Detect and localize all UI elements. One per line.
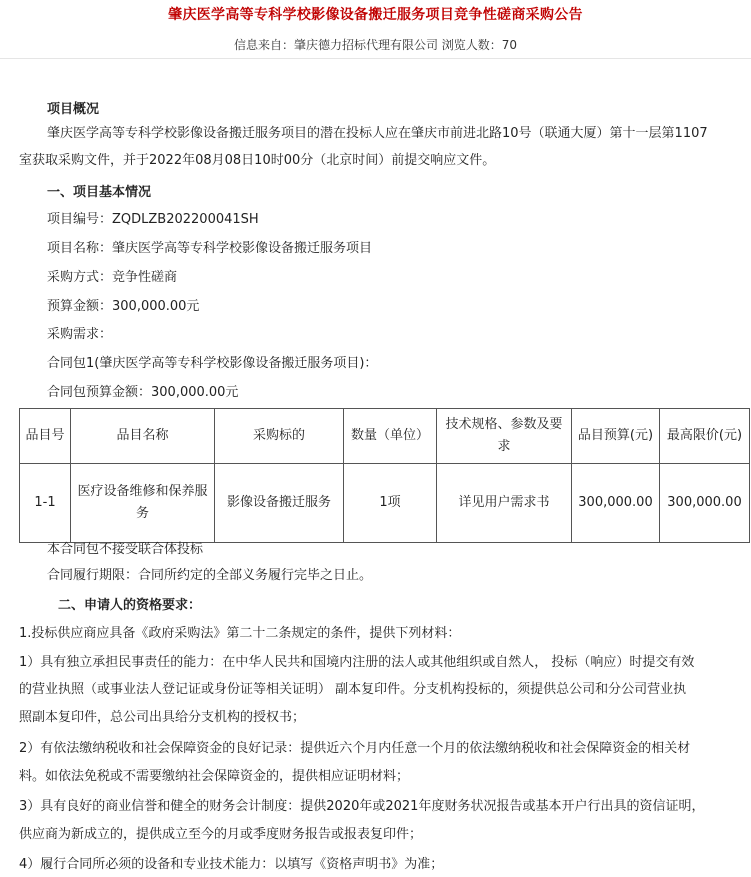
table-header-cell: 品目名称 [71, 409, 215, 464]
project-number: 项目编号：ZQDLZB202200041SH [47, 212, 259, 227]
table-header-row [20, 409, 750, 464]
table-header-cell: 品目号 [20, 409, 71, 464]
qualification-line: 4）履行合同所必须的设备和专业技术能力：以填写《资格声明书》为准； [19, 857, 444, 872]
qualification-line: 1）具有独立承担民事责任的能力：在中华人民共和国境内注册的法人或其他组织或自然人， 投标（响应）时提交有效 [19, 655, 695, 670]
procurement-demand: 采购需求： [47, 327, 113, 342]
overview-text-line: 肇庆医学高等专科学校影像设备搬迁服务项目的潜在投标人应在肇庆市前进北路10号（联通大厦）第十一层第1107 [47, 126, 708, 141]
table-cell: 详见用户需求书 [437, 464, 572, 543]
qualification-line: 供应商为新成立的，提供成立至今的月或季度财务报告或报表复印件； [19, 827, 423, 842]
contract-package: 合同包1(肇庆医学高等专科学校影像设备搬迁服务项目)： [47, 356, 378, 371]
table-header-cell: 技术规格、参数及要求 [437, 409, 572, 464]
table-header-cell: 最高限价(元) [660, 409, 750, 464]
contract-period: 合同履行期限：合同所约定的全部义务履行完毕之日止。 [47, 568, 373, 583]
qualification-line: 3）具有良好的商业信誉和健全的财务会计制度：提供2020年或2021年度财务状况报告或基本开户行出具的资信证明， [19, 799, 705, 814]
table-header-cell: 数量（单位） [344, 409, 437, 464]
items-table [19, 408, 750, 543]
header-divider [0, 58, 751, 59]
overview-heading: 项目概况 [47, 102, 100, 117]
overview-text-line: 室获取采购文件，并于2022年08月08日10时00分（北京时间）前提交响应文件。 [19, 153, 496, 168]
source-info: 信息来自：肇庆德力招标代理有限公司 浏览人数：70 [233, 38, 518, 52]
budget-amount: 预算金额：300,000.00元 [47, 299, 200, 314]
table-cell: 1-1 [20, 464, 71, 543]
package-budget: 合同包预算金额：300,000.00元 [47, 385, 239, 400]
table-header-cell: 采购标的 [215, 409, 344, 464]
section-qualification-heading: 二、申请人的资格要求： [58, 598, 202, 613]
qualification-line: 料。如依法免税或不需要缴纳社会保障资金的，提供相应证明材料； [19, 769, 410, 784]
qualification-line: 的营业执照（或事业法人登记证或身份证等相关证明） 副本复印件。分支机构投标的，须提供总公司和分公司营业执 [19, 682, 687, 697]
table-row [20, 464, 750, 543]
table-cell: 300,000.00 [660, 464, 750, 543]
qualification-intro: 1.投标供应商应具备《政府采购法》第二十二条规定的条件，提供下列材料： [19, 626, 461, 641]
project-name: 项目名称：肇庆医学高等专科学校影像设备搬迁服务项目 [47, 241, 373, 256]
announcement-title: 肇庆医学高等专科学校影像设备搬迁服务项目竞争性磋商采购公告 [168, 7, 583, 23]
table-cell: 医疗设备维修和保养服务 [71, 464, 215, 543]
consortium-note: 本合同包不接受联合体投标 [47, 542, 204, 557]
qualification-line: 2）有依法缴纳税收和社会保障资金的良好记录：提供近六个月内任意一个月的依法缴纳税收和社会保障资金的相关材 [19, 741, 691, 756]
procurement-method: 采购方式：竞争性磋商 [47, 270, 178, 285]
table-cell: 300,000.00 [572, 464, 660, 543]
table-cell: 1项 [344, 464, 437, 543]
section-basic-heading: 一、项目基本情况 [47, 185, 152, 200]
qualification-line: 照副本复印件，总公司出具给分支机构的授权书； [19, 710, 306, 725]
table-cell: 影像设备搬迁服务 [215, 464, 344, 543]
table-header-cell: 品目预算(元) [572, 409, 660, 464]
